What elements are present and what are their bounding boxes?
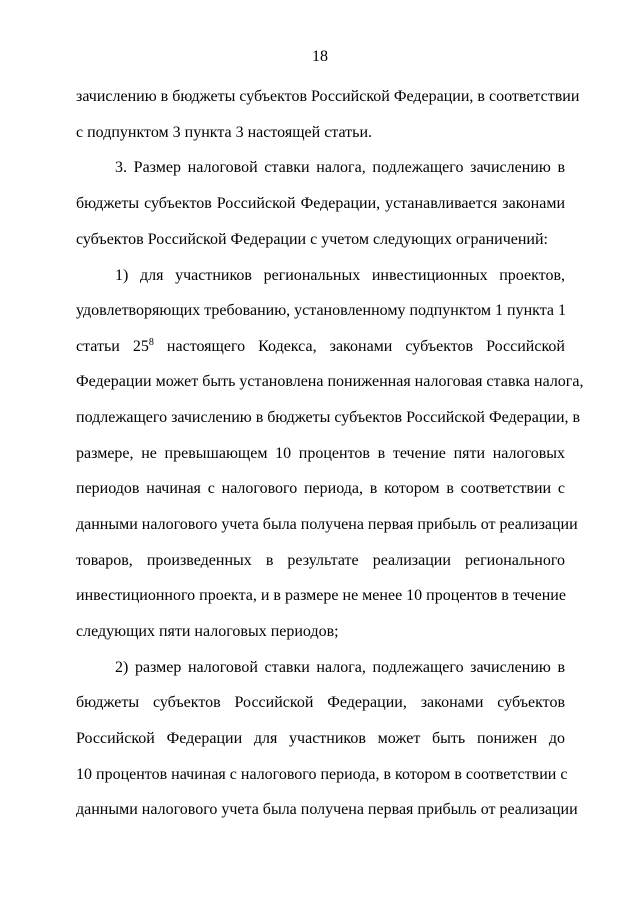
text-line: размере, не превышающем 10 процентов в течение пяти налоговых <box>76 445 565 462</box>
text-line: с подпунктом 3 пункта 3 настоящей статьи. <box>76 124 373 141</box>
text-line: периодов начиная с налогового периода, в котором в соответствии с <box>76 480 565 497</box>
text-line: Федерации может быть установлена пониженная налоговая ставка налога, <box>76 373 584 390</box>
text-line: удовлетворяющих требованию, установленному подпунктом 1 пункта 1 <box>76 302 566 319</box>
text-line: зачислению в бюджеты субъектов Российской Федерации, в соответствии <box>76 88 580 105</box>
text-line: следующих пяти налоговых периодов; <box>76 623 339 640</box>
text-line-with-article-reference <box>76 336 565 358</box>
text-line: 10 процентов начиная с налогового периода, в котором в соответствии с <box>76 766 568 783</box>
text-line: товаров, произведенных в результате реализации регионального <box>76 552 565 569</box>
item-1-first-line: 1) для участников региональных инвестиционных проектов, <box>115 267 565 284</box>
text-line: подлежащего зачислению в бюджеты субъектов Российской Федерации, в <box>76 409 581 426</box>
text-line: инвестиционного проекта, и в размере не менее 10 процентов в течение <box>76 587 566 604</box>
page-number: 18 <box>312 48 328 65</box>
item-2-first-line: 2) размер налоговой ставки налога, подлежащего зачислению в <box>115 659 565 676</box>
text-line: бюджеты субъектов Российской Федерации, устанавливается законами <box>76 195 565 212</box>
text-line: данными налогового учета была получена первая прибыль от реализации <box>76 516 578 533</box>
article-number <box>133 338 154 355</box>
article-number-superscript: 8 <box>148 337 154 348</box>
article-number-base: 25 <box>132 338 149 355</box>
article-reference-rest: настоящего Кодекса, законами субъектов Российской <box>166 338 565 355</box>
text-line: данными налогового учета была получена первая прибыль от реализации <box>76 801 578 818</box>
paragraph-3-first-line: 3. Размер налоговой ставки налога, подлежащего зачислению в <box>115 159 565 176</box>
text-line: Российской Федерации для участников может быть понижен до <box>76 730 565 747</box>
article-word: статьи <box>76 338 120 355</box>
text-line: бюджеты субъектов Российской Федерации, законами субъектов <box>76 694 565 711</box>
text-line: субъектов Российской Федерации с учетом следующих ограничений: <box>76 231 548 248</box>
